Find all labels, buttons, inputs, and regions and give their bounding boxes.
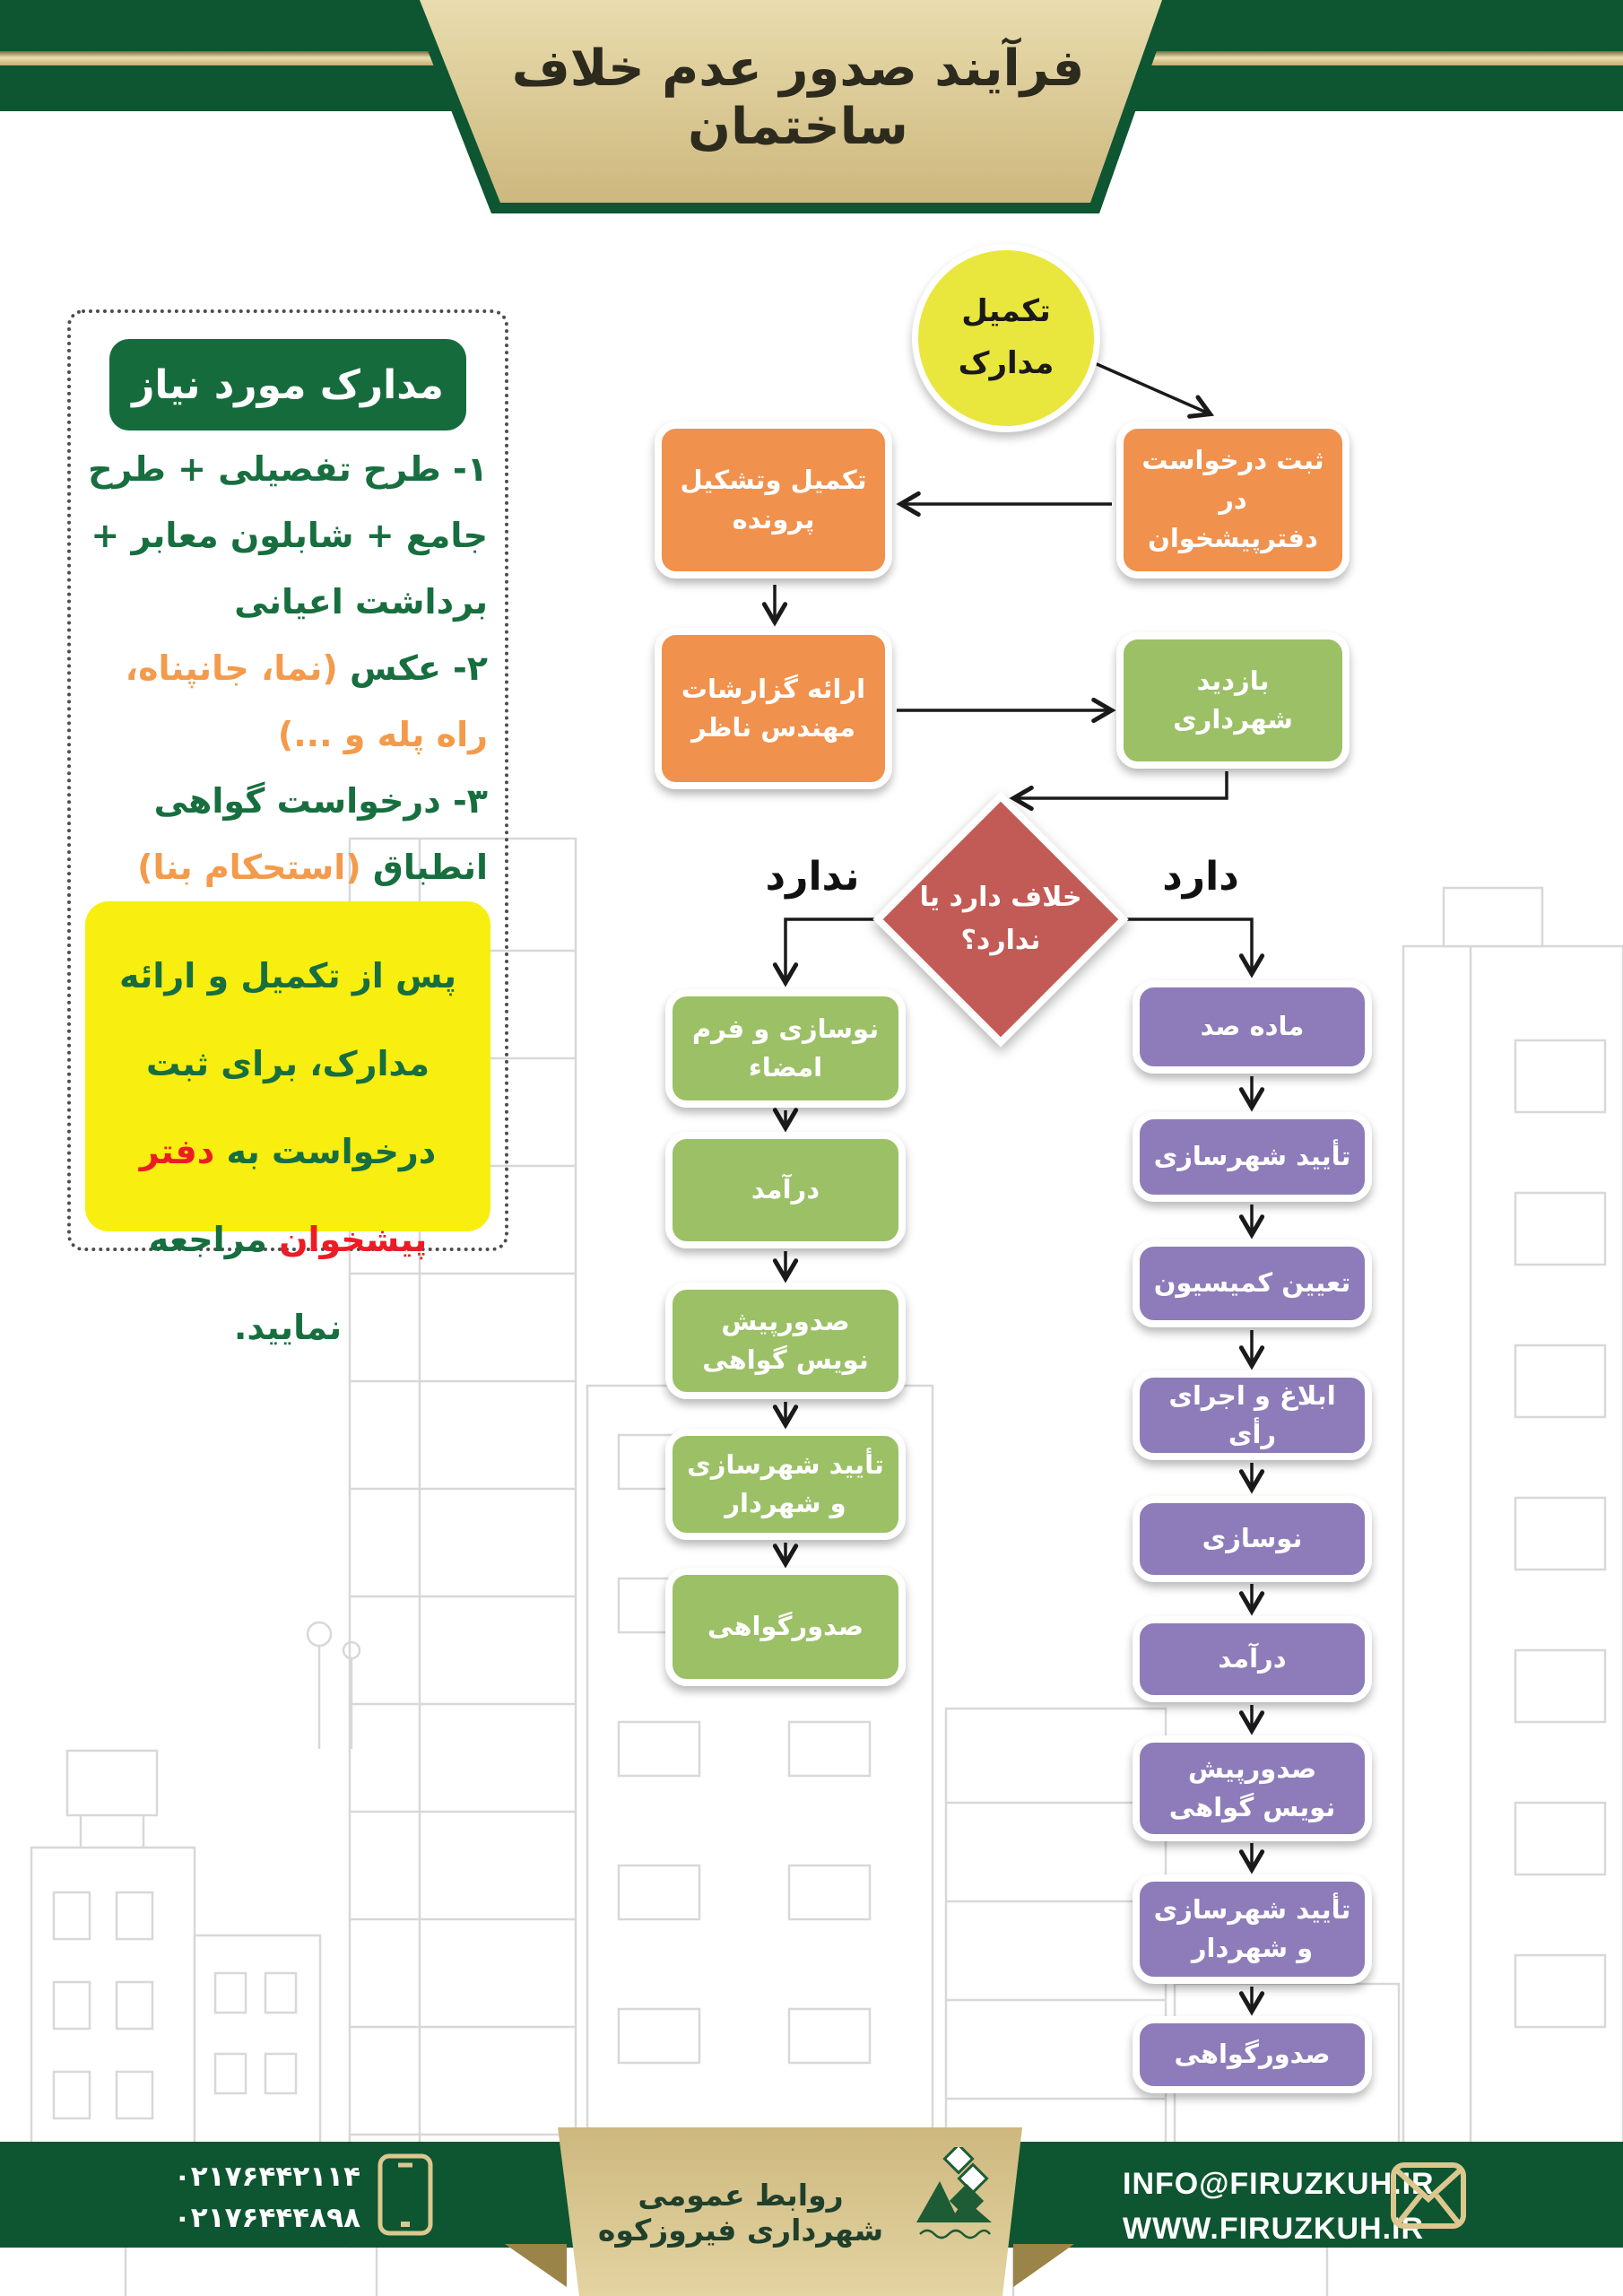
footer-email: INFO@FIRUZKUH.IR (1123, 2167, 1435, 2201)
flow-node-visit: بازدید شهرداری (1116, 632, 1350, 769)
flow-node-right-4: ابلاغ و اجرای رأی (1133, 1370, 1372, 1460)
flow-node-form-file: تکمیل وتشکیل پرونده (655, 422, 892, 578)
flow-node-right-7: صدورپیش نویس گواهی (1133, 1735, 1372, 1841)
phone-number-2: ۰۲۱۷۶۴۴۴۸۹۸ (173, 2202, 360, 2234)
flow-node-reports: ارائه گزارشات مهندس ناظر (655, 628, 892, 789)
phone-icon (377, 2152, 434, 2237)
flow-node-left-1: نوسازی و فرم امضاء (665, 989, 906, 1108)
document-item-2: ۲- عکس (نما، جانپناه، راه پله و ...) (125, 648, 488, 754)
documents-list (88, 436, 488, 900)
decision-question: خلاف دارد یا ندارد؟ (919, 882, 1082, 956)
flow-node-right-6: درآمد (1133, 1616, 1372, 1702)
branch-label-no: ندارد (765, 854, 860, 900)
flow-node-left-5: صدورگواهی (665, 1568, 906, 1686)
municipality-logo (913, 2147, 995, 2246)
flow-node-right-1: ماده صد (1133, 980, 1372, 1074)
flow-node-right-3: تعیین کمیسیون (1133, 1239, 1372, 1327)
note-box: پس از تکمیل و ارائه مدارک، برای ثبت درخواست به دفتر پیشخوان مراجعه نمایید. (85, 901, 490, 1231)
document-item-3: ۳- درخواست گواهی انطباق (استحکام بنا) (137, 781, 488, 887)
flow-node-register: ثبت درخواست در دفترپیشخوان (1116, 422, 1350, 578)
flow-node-left-4: تأیید شهرسازی و شهردار (665, 1429, 906, 1540)
page-title: فرآیند صدور عدم خلاف ساختمان (511, 39, 1085, 156)
phone-number-1: ۰۲۱۷۶۴۴۲۱۱۴ (173, 2161, 360, 2193)
footer-website: WWW.FIRUZKUH.IR (1123, 2212, 1425, 2246)
flow-node-right-5: نوسازی (1133, 1496, 1372, 1582)
footer-phone-numbers (117, 2156, 360, 2239)
mail-icon (1390, 2161, 1467, 2230)
footer-ribbon-text: روابط عمومی شهرداری فیروزکوه (597, 2178, 884, 2248)
flow-start-node: تکمیل مدارک (912, 244, 1100, 432)
branch-label-yes: دارد (1162, 854, 1239, 900)
documents-panel-title: مدارک مورد نیاز (109, 339, 466, 430)
flow-node-right-8: تأیید شهرسازی و شهردار (1133, 1874, 1372, 1984)
flow-node-left-3: صدورپیش نویس گواهی (665, 1283, 906, 1399)
flow-node-right-9: صدورگواهی (1133, 2016, 1372, 2093)
flow-node-right-2: تأیید شهرسازی (1133, 1112, 1372, 1202)
document-item-1: ۱- طرح تفصیلی + طرح جامع + شابلون معابر + برداشت اعیانی (88, 449, 488, 622)
flow-node-left-2: درآمد (665, 1132, 906, 1248)
